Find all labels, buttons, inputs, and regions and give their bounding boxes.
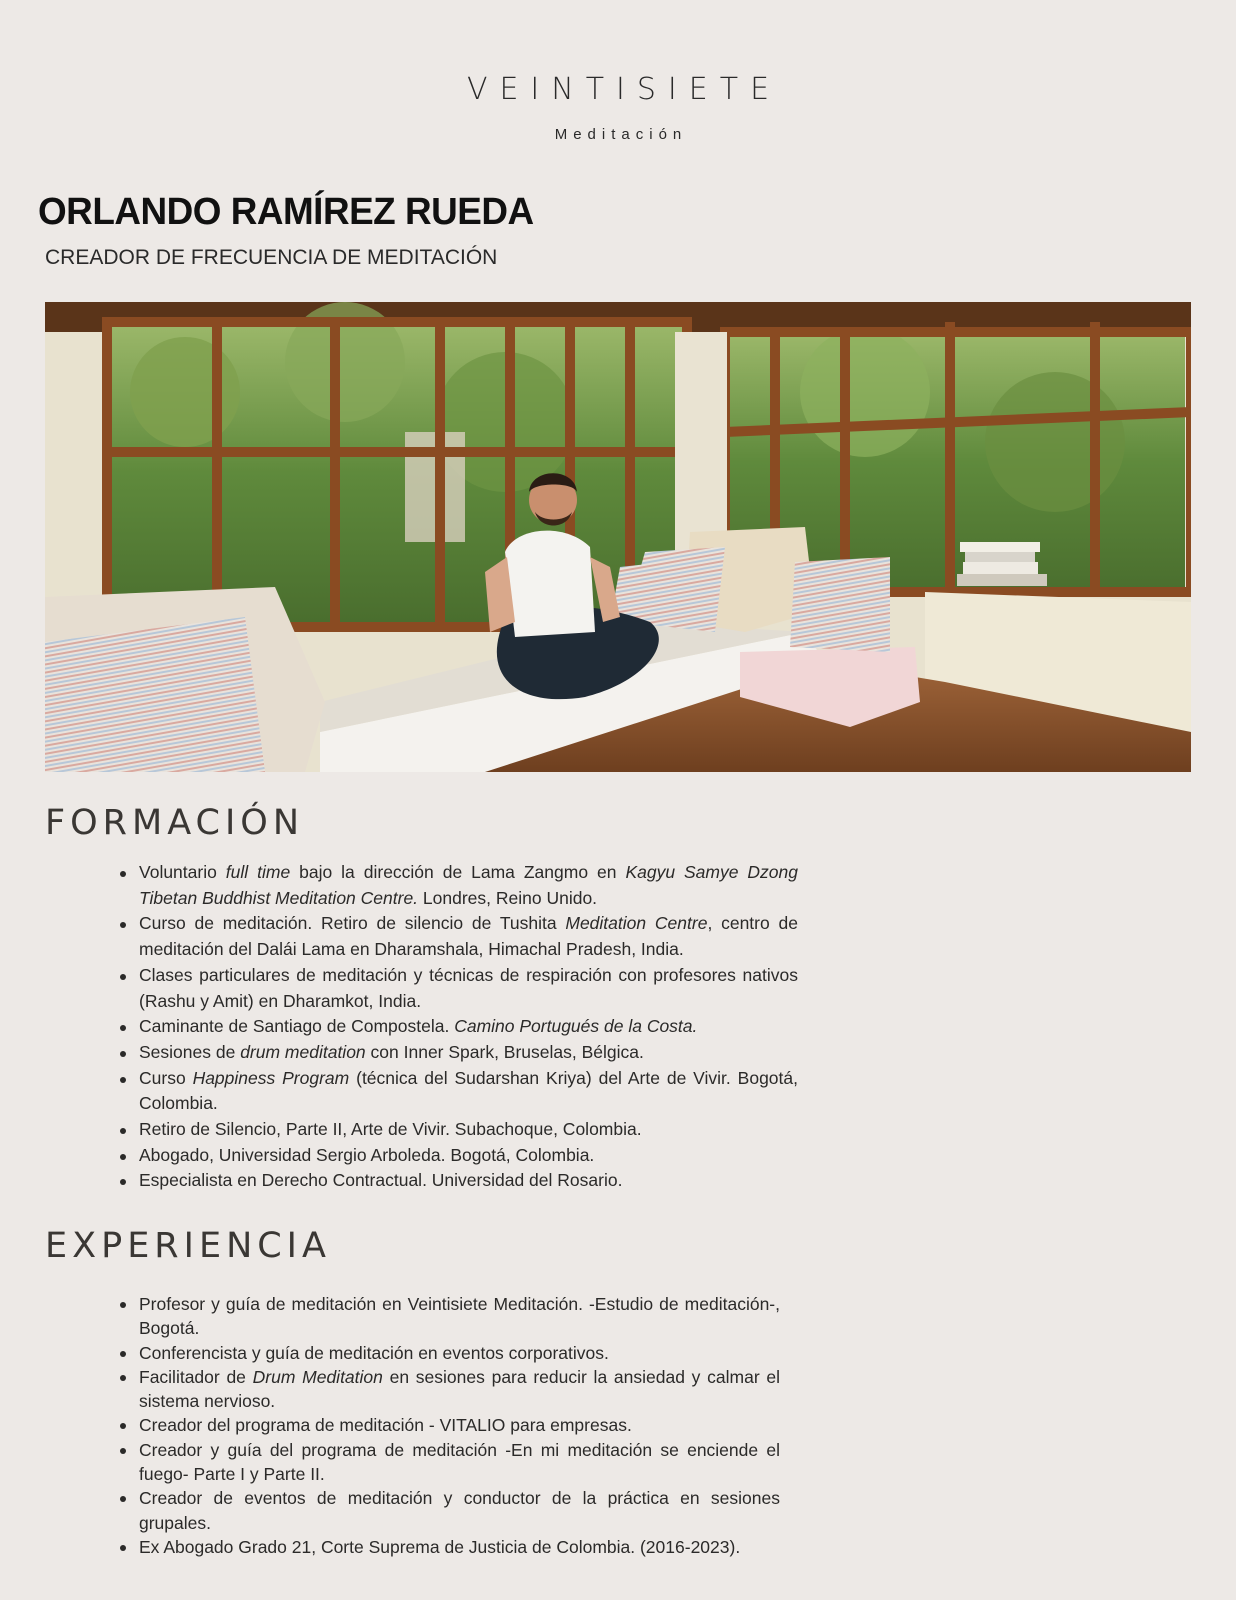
italic-text: Happiness Program [192, 1067, 350, 1088]
experiencia-list [112, 1292, 780, 1559]
list-item [112, 1535, 780, 1559]
list-item [112, 1040, 798, 1066]
person-name: ORLANDO RAMÍREZ RUEDA [38, 191, 534, 233]
list-item [112, 1168, 798, 1194]
item-text: en sesiones para reducir la ansiedad y calmar el sistema nervioso. [139, 1366, 780, 1412]
item-text: (técnica del Sudarshan Kriya) del Arte de Vivir. Bogotá, Colombia. [139, 1067, 798, 1114]
italic-text: Meditation Centre [565, 913, 708, 934]
item-text: Curso de meditación. Retiro de silencio de Tushita [139, 913, 566, 934]
list-item [112, 1014, 798, 1040]
item-text: Especialista en Derecho Contractual. Universidad del Rosario. [139, 1170, 623, 1191]
italic-text: drum meditation [240, 1041, 366, 1062]
brand-name: VEINTISIETE [466, 72, 782, 107]
list-item [112, 860, 798, 911]
list-item [112, 1365, 780, 1414]
item-text: Profesor y guía de meditación en Veintisiete Meditación. -Estudio de meditación-, Bogotá. [139, 1294, 780, 1339]
item-text: Abogado, Universidad Sergio Arboleda. Bogotá, Colombia. [139, 1144, 595, 1165]
item-text: Facilitador de [139, 1366, 253, 1387]
brand-logo [0, 72, 1236, 143]
list-item [112, 1143, 798, 1169]
item-text: Sesiones de [139, 1041, 241, 1062]
item-text: Caminante de Santiago de Compostela. [139, 1016, 455, 1037]
italic-text: Kagyu Samye Dzong Tibetan Buddhist Meditation Centre. [139, 862, 799, 908]
experiencia-title: EXPERIENCIA [45, 1226, 331, 1266]
list-item [112, 1438, 780, 1487]
item-text: Creador de eventos de meditación y conductor de la práctica en sesiones grupales. [139, 1488, 780, 1533]
list-item [112, 963, 798, 1014]
item-text: Voluntario [139, 862, 226, 882]
list-item [112, 1486, 780, 1535]
italic-text: Camino Portugués de la Costa. [454, 1016, 698, 1037]
item-text: Curso [139, 1067, 193, 1088]
list-item [112, 1341, 780, 1365]
item-text: Conferencista y guía de meditación en eventos corporativos. [139, 1342, 609, 1363]
italic-text: full time [225, 862, 291, 882]
item-text: , centro de meditación del Dalái Lama en Dharamshala, Himachal Pradesh, India. [139, 913, 798, 960]
item-text: Creador del programa de meditación - VITALIO para empresas. [139, 1415, 632, 1436]
formacion-list [112, 860, 798, 1194]
item-text: bajo la dirección de Lama Zangmo en [290, 862, 626, 882]
profile-photo [45, 302, 1191, 772]
item-text: Creador y guía del programa de meditación -En mi meditación se enciende el fuego- Parte I y Parte II. [139, 1439, 780, 1485]
item-text: Ex Abogado Grado 21, Corte Suprema de Justicia de Colombia. (2016-2023). [139, 1536, 741, 1557]
italic-text: Drum Meditation [252, 1366, 383, 1387]
list-item [112, 1292, 780, 1341]
person-role: CREADOR DE FRECUENCIA DE MEDITACIÓN [45, 246, 498, 269]
item-text: con Inner Spark, Bruselas, Bélgica. [365, 1041, 644, 1062]
list-item [112, 911, 798, 962]
item-text: Clases particulares de meditación y técnicas de respiración con profesores nativos (Rashu y Amit) en Dharamkot, India. [139, 964, 798, 1011]
brand-subtitle: Meditación [554, 126, 688, 143]
formacion-title: FORMACIÓN [45, 803, 305, 843]
item-text: Retiro de Silencio, Parte II, Arte de Vivir. Subachoque, Colombia. [139, 1119, 642, 1140]
list-item [112, 1117, 798, 1143]
item-text: Londres, Reino Unido. [418, 887, 598, 908]
list-item [112, 1066, 798, 1117]
list-item [112, 1413, 780, 1437]
